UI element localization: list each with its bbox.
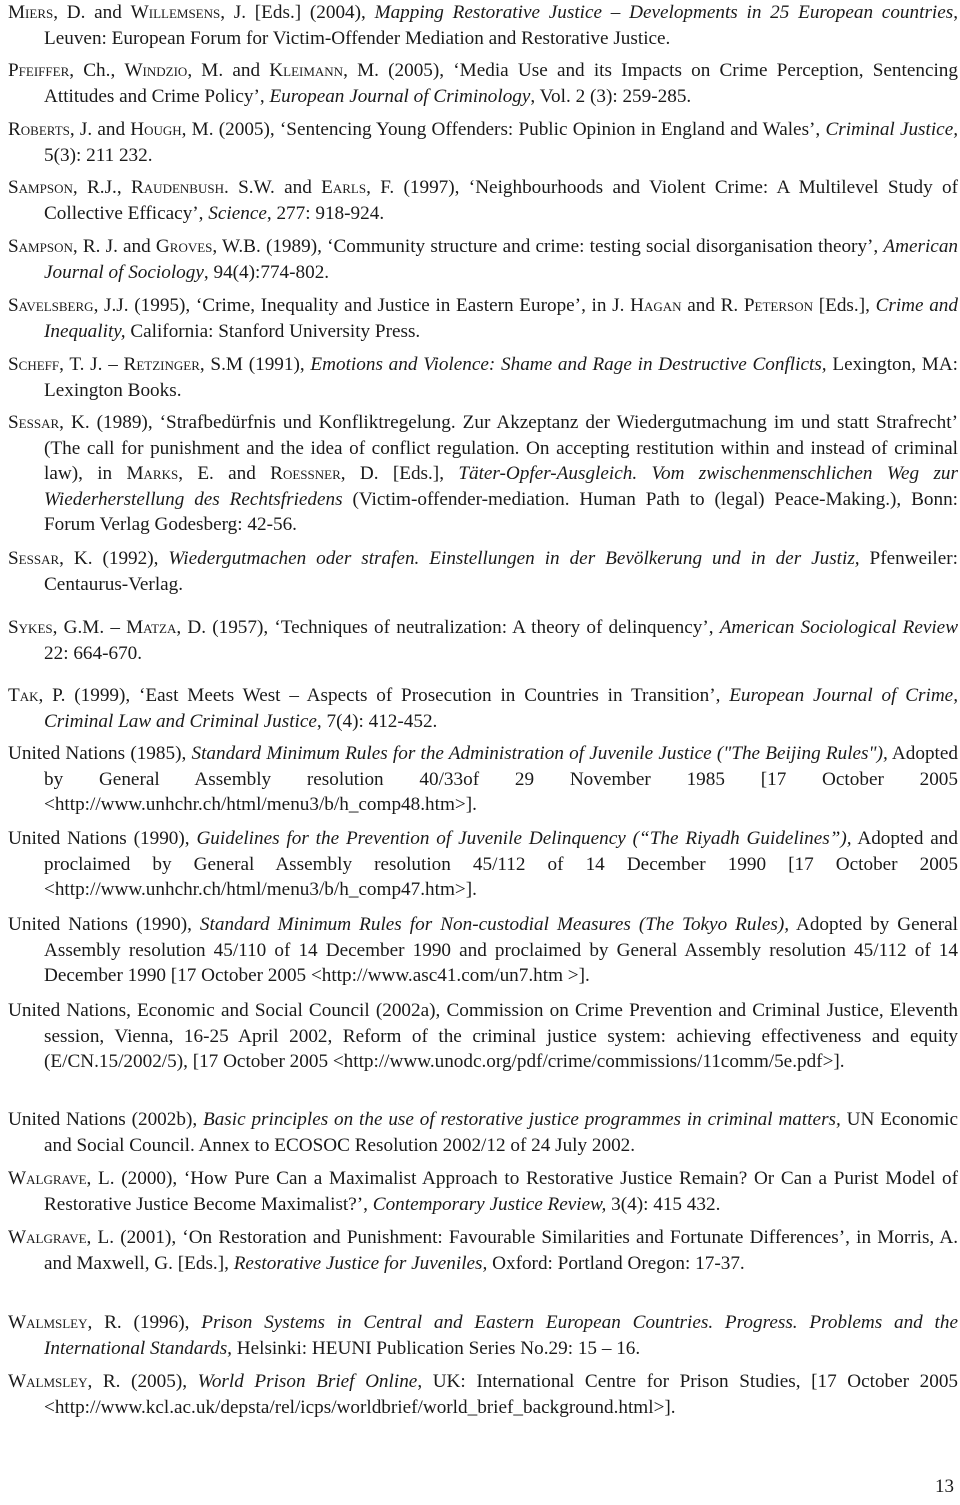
author-name: Groves — [155, 236, 213, 257]
reference-text: , D. and — [53, 2, 131, 23]
author-name: Sessar — [8, 548, 60, 569]
reference-title: Standard Minimum Rules for the Administration of Juvenile Justice ("The Beijing Rules"), — [191, 743, 888, 764]
reference-text: Pfenweiler: Centaurus-Verlag. — [44, 548, 958, 595]
reference-text: , D. [Eds.], — [340, 463, 459, 485]
reference-entry — [8, 410, 958, 538]
reference-text: , Leuven: European Forum for Victim-Offender Mediation and Restorative Justice. — [44, 2, 959, 49]
author-name: Hough — [130, 119, 182, 140]
author-name: Earls — [321, 177, 367, 198]
reference-title: Emotions and Violence: Shame and Rage in Destructive Conflicts, — [310, 354, 827, 375]
reference-text: , L. (2001), ‘On Restoration and Punishment: Favourable Similarities and Fortunate Differences’, in Morris, A. and Maxwell, G. [Eds.], — [44, 1227, 958, 1274]
reference-text: , D. (1957), ‘Techniques of neutralization: A theory of delinquency’, — [176, 617, 720, 638]
reference-title: Science — [208, 202, 267, 224]
page-number: 13 — [935, 1476, 954, 1497]
author-name: Windzio — [124, 60, 188, 81]
reference-title: Restorative Justice for Juveniles, — [233, 1252, 488, 1274]
reference-text: , E. and — [178, 463, 271, 485]
reference-text: Oxford: Portland Oregon: 17-37. — [487, 1252, 745, 1274]
reference-text: and R. — [681, 295, 744, 316]
reference-text: , S.M (1991), — [199, 354, 311, 375]
author-name: Sykes — [8, 617, 53, 638]
author-name: Roessner — [270, 463, 341, 485]
reference-entry — [8, 683, 958, 734]
reference-entry — [8, 117, 958, 168]
reference-text: , R. (1996), — [87, 1312, 202, 1333]
reference-text: Adopted by General Assembly resolution 40/33of 29 November 1985 [17 October 2005 <http://www.unhchr.ch/html/menu3/b/h_comp48.htm>]. — [44, 743, 958, 816]
reference-text: , 277: 918-924. — [266, 202, 385, 224]
author-name: Savelsberg — [8, 295, 94, 316]
reference-text: , Ch., — [69, 60, 125, 81]
author-name: Matza — [126, 617, 177, 638]
reference-text: United Nations (1990), — [8, 914, 200, 935]
reference-title: European Journal of Criminology — [269, 85, 531, 107]
author-name: Walmsley — [8, 1312, 88, 1333]
reference-text: , R. (2005), — [87, 1371, 198, 1392]
author-name: Peterson — [743, 295, 814, 316]
reference-text: United Nations (1990), — [8, 828, 197, 849]
reference-text: , R.J., — [72, 177, 131, 198]
reference-text: , J.J. (1995), ‘Crime, Inequality and Justice in Eastern Europe’, in J. — [93, 295, 631, 316]
reference-title: Standard Minimum Rules for Non-custodial Measures (The Tokyo Rules), — [199, 914, 790, 935]
reference-entry — [8, 741, 958, 818]
author-name: Marks — [126, 463, 179, 485]
reference-text: , T. J. – — [59, 354, 124, 375]
reference-text: , G.M. – — [52, 617, 127, 638]
reference-text: United Nations (2002b), — [8, 1109, 203, 1130]
author-name: Retzinger — [123, 354, 200, 375]
reference-title: Guidelines for the Prevention of Juvenile Delinquency (“The Riyadh Guidelines”), — [196, 828, 852, 849]
reference-text: California: Stanford University Press. — [125, 320, 421, 342]
reference-entry — [8, 546, 958, 597]
author-name: Sessar — [8, 412, 60, 433]
reference-title: European Journal of Crime, Criminal Law and Criminal Justice — [44, 685, 958, 732]
reference-text: , R. J. and — [72, 236, 156, 257]
reference-title: Mapping Restorative Justice – Developments in 25 European countries — [374, 2, 954, 23]
reference-entry — [8, 615, 958, 666]
author-name: Sampson — [8, 177, 73, 198]
reference-title: Contemporary Justice Review, — [372, 1193, 607, 1215]
reference-text: , L. (2000), ‘How Pure Can a Maximalist Approach to Restorative Justice Remain? Or Can a Purist Model of Restorative Justice Become Maximalist?’, — [44, 1168, 958, 1215]
reference-text: , P. (1999), ‘East Meets West – Aspects of Prosecution in Countries in Transition’, — [38, 685, 730, 706]
author-name: Willemsens — [130, 2, 221, 23]
reference-entry — [8, 1107, 958, 1158]
reference-title: Täter-Opfer-Ausgleich. Vom zwischenmenschlichen Weg zur Wiederherstellung des Rechtsfriedens — [44, 463, 958, 510]
reference-text: (Victim-offender-mediation. Human Path to (legal) Peace-Making.), Bonn: Forum Verlag Godesberg: 42-56. — [44, 488, 958, 536]
reference-text: , K. (1992), — [59, 548, 169, 569]
author-name: Scheff — [8, 354, 60, 375]
reference-entry — [8, 58, 958, 109]
reference-text: , J. and — [69, 119, 131, 140]
author-name: Hagan — [630, 295, 682, 316]
reference-title: Criminal Justice, — [825, 119, 959, 140]
reference-title: Wiedergutmachen oder strafen. Einstellungen in der Bevölkerung und in der Justiz, — [168, 548, 860, 569]
reference-text: 22: 664-670. — [44, 642, 143, 664]
reference-text: 5(3): 211 232. — [44, 144, 153, 166]
reference-entry — [8, 293, 958, 344]
reference-title: American Journal of Sociology — [44, 236, 959, 283]
reference-text: United Nations (1985), — [8, 743, 192, 764]
reference-title: World Prison Brief Online — [197, 1371, 418, 1392]
reference-text: [Eds.], — [813, 295, 876, 316]
reference-text: , F. (1997), ‘Neighbourhoods and Violent Crime: A Multilevel Study of Collective Efficacy’, — [44, 177, 958, 224]
author-name: Roberts — [8, 119, 70, 140]
reference-text: , Vol. 2 (3): 259-285. — [530, 85, 692, 107]
reference-entry — [8, 1225, 958, 1276]
reference-text: , K. (1989), ‘Strafbedürfnis und Konfliktregelung. Zur Akzeptanz der Wiedergutmachung im und statt Strafrecht’ (The call for punishment and the idea of conflict regulation. On accepting restitution within and instead of criminal law), in — [44, 412, 958, 485]
reference-entry — [8, 1166, 958, 1217]
reference-text: , 7(4): 412-452. — [316, 710, 438, 732]
reference-text: , W.B. (1989), ‘Community structure and crime: testing social disorganisation theory’, — [212, 236, 884, 257]
author-name: Raudenbush — [131, 177, 224, 198]
reference-text: . S.W. and — [223, 177, 322, 198]
author-name: Walgrave — [8, 1227, 87, 1248]
reference-entry — [8, 175, 958, 226]
author-name: Tak — [8, 685, 39, 706]
reference-title: Prison Systems in Central and Eastern European Countries. Progress. Problems and the International Standards, — [44, 1312, 959, 1359]
reference-entry — [8, 1310, 958, 1361]
reference-text: , J. [Eds.] (2004), — [220, 2, 375, 23]
author-name: Pfeiffer — [8, 60, 70, 81]
reference-text: , 94(4):774-802. — [203, 261, 330, 283]
reference-entry — [8, 912, 958, 989]
reference-entry — [8, 826, 958, 903]
reference-entry — [8, 1369, 958, 1420]
reference-text: United Nations, Economic and Social Council (2002a), Commission on Crime Prevention and Criminal Justice, Eleventh session, Vienna, 16-25 April 2002, Reform of the criminal justice system: achieving effectiveness and equity (E/CN.15/2002/5), [17 October 2005 <http://www.unodc.org/pdf/crime/commissions/11comm/5e.pdf>]. — [8, 1000, 958, 1073]
reference-text: Lexington, MA: Lexington Books. — [44, 354, 959, 401]
author-name: Kleimann — [269, 60, 344, 81]
reference-title: Crime and Inequality, — [44, 295, 958, 342]
author-name: Walgrave — [8, 1168, 87, 1189]
reference-text: 3(4): 415 432. — [606, 1193, 721, 1215]
reference-entry — [8, 0, 958, 51]
reference-entry — [8, 234, 958, 285]
reference-text: Helsinki: HEUNI Publication Series No.29: 15 – 16. — [231, 1337, 641, 1359]
reference-title: Basic principles on the use of restorative justice programmes in criminal matters, — [202, 1109, 841, 1130]
reference-text: , M. (2005), ‘Media Use and its Impacts on Crime Perception, Sentencing Attitudes and Crime Policy’, — [44, 60, 958, 107]
reference-text: UN Economic and Social Council. Annex to ECOSOC Resolution 2002/12 of 24 July 2002. — [44, 1109, 958, 1156]
reference-text: Adopted by General Assembly resolution 45/110 of 14 December 1990 and proclaimed by General Assembly resolution 45/112 of 14 December 1990 [17 October 2005 <http://www.asc41.com/un7.htm >]. — [44, 914, 958, 987]
author-name: Walmsley — [8, 1371, 88, 1392]
author-name: Miers — [8, 2, 54, 23]
reference-title: American Sociological Review — [719, 617, 958, 638]
reference-text: , UK: International Centre for Prison Studies, [17 October 2005 <http://www.kcl.ac.uk/depsta/rel/icps/worldbrief/world_brief_background.html>]. — [44, 1371, 959, 1418]
reference-entry — [8, 998, 958, 1075]
author-name: Sampson — [8, 236, 73, 257]
reference-text: , M. and — [187, 60, 270, 81]
reference-text: , M. (2005), ‘Sentencing Young Offenders: Public Opinion in England and Wales’, — [181, 119, 826, 140]
reference-entry — [8, 352, 958, 403]
reference-text: Adopted and proclaimed by General Assembly resolution 45/112 of 14 December 1990 [17 October 2005 <http://www.unhchr.ch/html/menu3/b/h_comp47.htm>]. — [44, 828, 958, 901]
